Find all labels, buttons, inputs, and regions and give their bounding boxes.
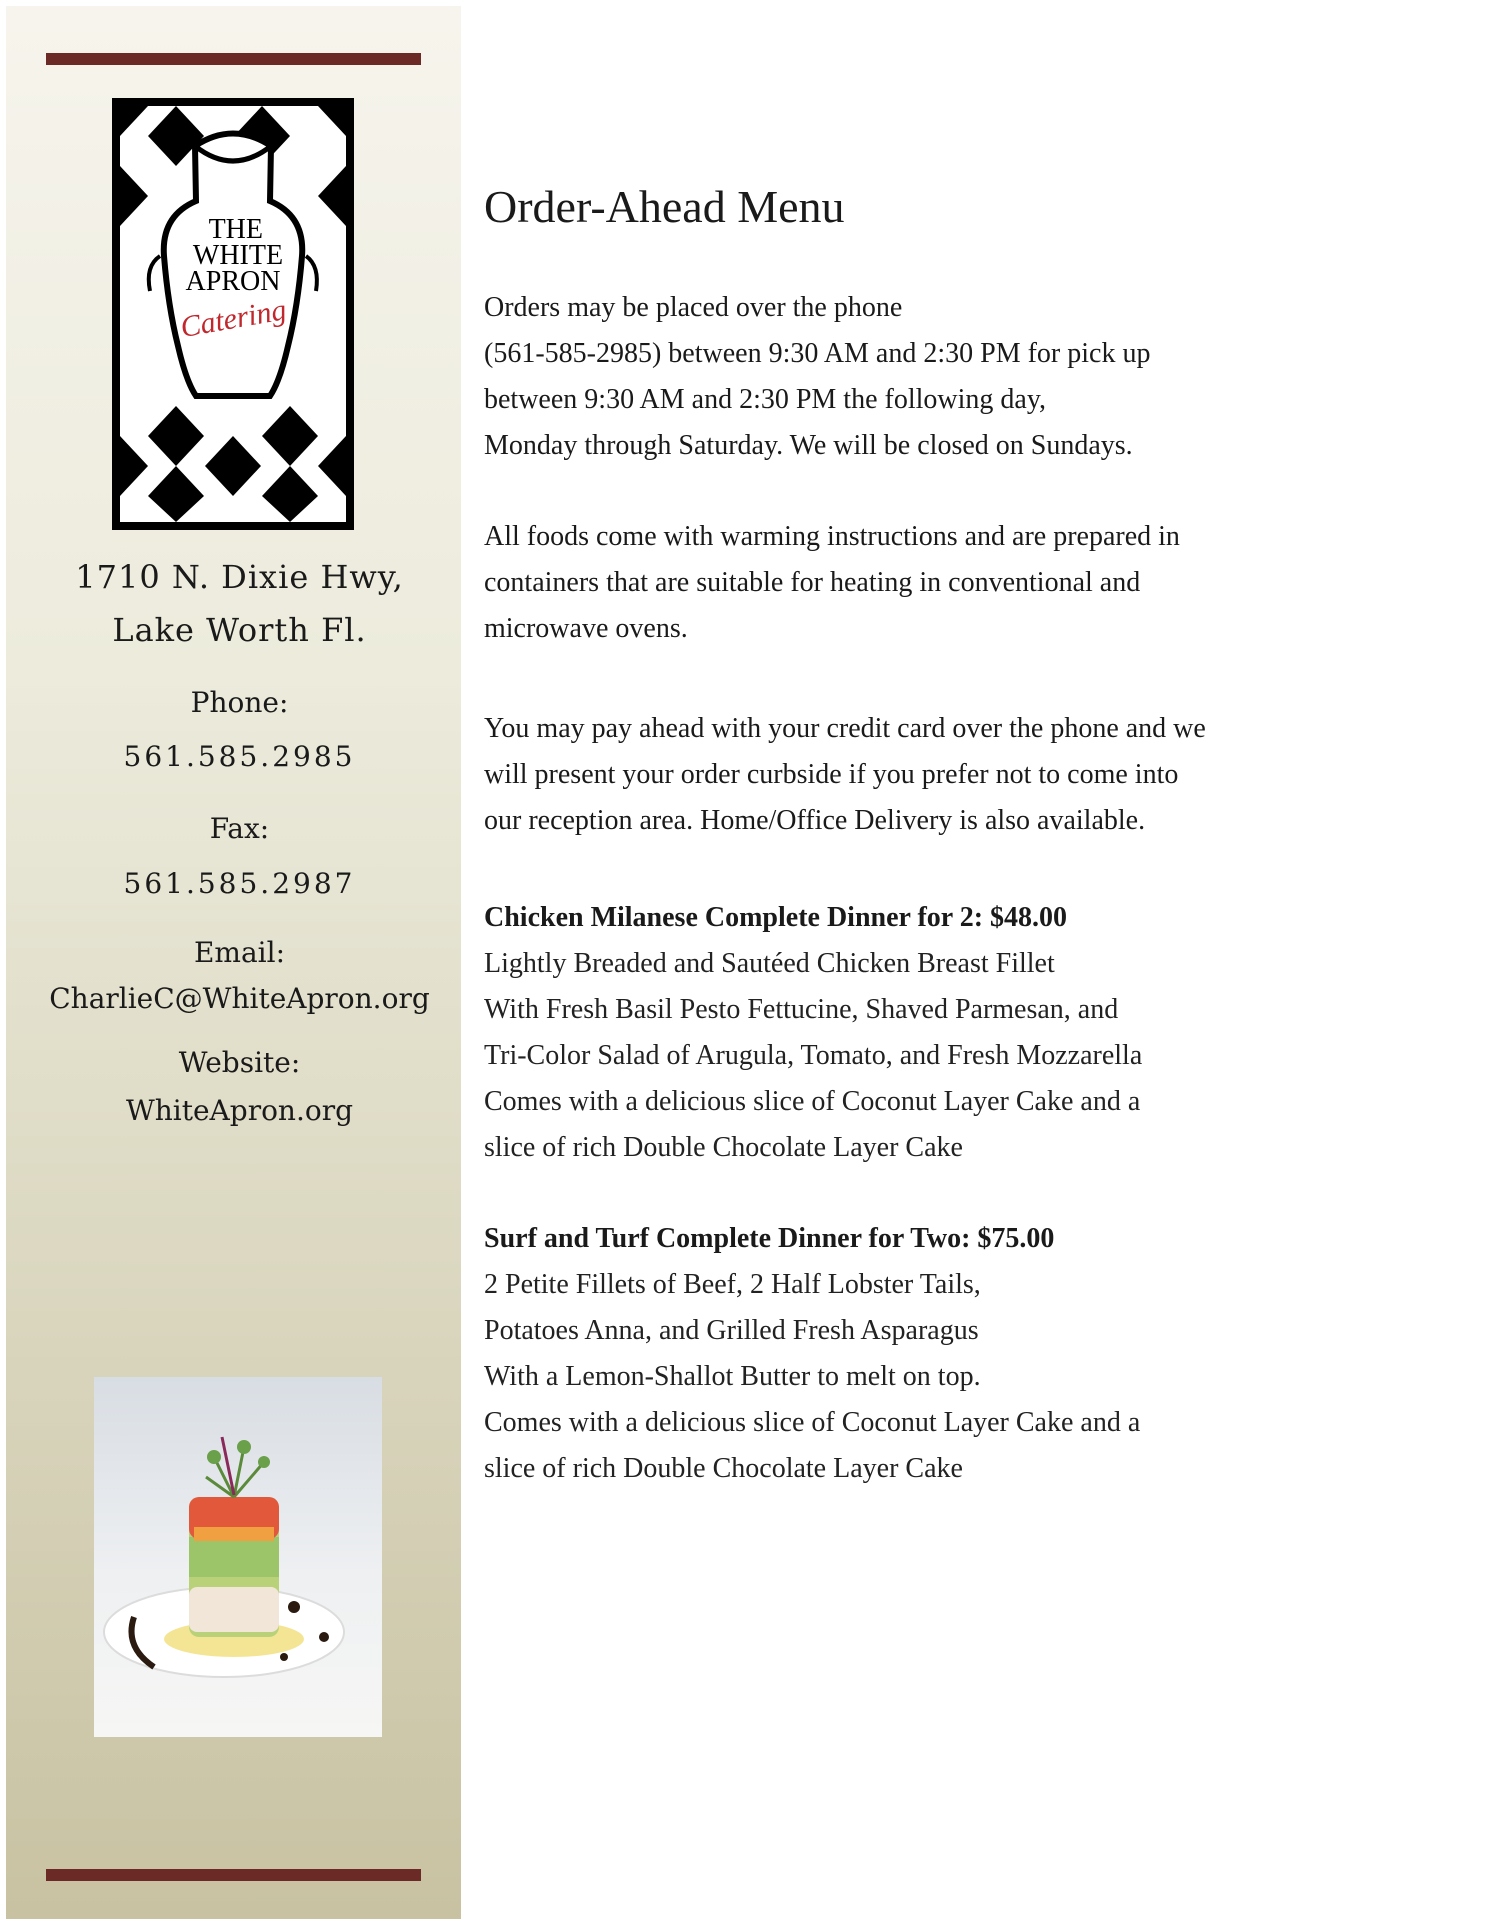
menu-item-heading: Surf and Turf Complete Dinner for Two: $75.00 [484,1223,1055,1254]
fax-label: Fax: [209,812,270,845]
payment-line: You may pay ahead with your credit card over the phone and we [484,713,1206,744]
phone-number[interactable]: 561.585.2985 [123,740,356,773]
warming-line: microwave ovens. [484,613,688,644]
menu-item-line: slice of rich Double Chocolate Layer Cake [484,1132,963,1163]
menu-item-line: Tri-Color Salad of Arugula, Tomato, and Fresh Mozzarella [484,1040,1143,1071]
logo-line-white: WHITE [192,240,284,271]
address-line-2: Lake Worth Fl. [112,611,367,649]
bottom-rule [46,1869,421,1881]
white-apron-logo [112,98,354,530]
payment-line: will present your order curbside if you prefer not to come into [484,759,1179,790]
menu-item-line: Comes with a delicious slice of Coconut Layer Cake and a [484,1086,1141,1117]
email-link[interactable]: CharlieC@WhiteApron.org [49,982,430,1015]
menu-item-line: slice of rich Double Chocolate Layer Cake [484,1453,963,1484]
food-photo [94,1377,382,1737]
intro-line: between 9:30 AM and 2:30 PM the following day, [484,384,1047,415]
website-link[interactable]: WhiteApron.org [125,1094,354,1127]
website-label: Website: [178,1046,301,1079]
page-title: Order-Ahead Menu [484,181,845,232]
intro-line: (561-585-2985) between 9:30 AM and 2:30 PM for pick up [484,338,1151,369]
email-label: Email: [193,936,286,969]
fax-number: 561.585.2987 [123,867,356,900]
logo-line-the: THE [208,214,263,245]
logo-script-catering: Catering [177,293,289,345]
menu-item-line: With Fresh Basil Pesto Fettucine, Shaved Parmesan, and [484,994,1119,1025]
menu-item-heading: Chicken Milanese Complete Dinner for 2: $48.00 [484,902,1068,933]
payment-line: our reception area. Home/Office Delivery is also available. [484,805,1146,836]
phone-label: Phone: [190,686,289,719]
menu-item-line: Potatoes Anna, and Grilled Fresh Asparagus [484,1315,979,1346]
warming-line: All foods come with warming instructions and are prepared in [484,521,1180,552]
address-line-1: 1710 N. Dixie Hwy, [75,558,404,596]
sidebar [6,6,461,1919]
menu-item-line: 2 Petite Fillets of Beef, 2 Half Lobster Tails, [484,1269,981,1300]
top-rule [46,53,421,65]
intro-line: Monday through Saturday. We will be closed on Sundays. [484,430,1133,461]
intro-line: Orders may be placed over the phone [484,292,903,323]
menu-item-line: Lightly Breaded and Sautéed Chicken Breast Fillet [484,948,1055,979]
menu-item-line: With a Lemon-Shallot Butter to melt on top. [484,1361,981,1392]
logo-line-apron: APRON [185,266,281,297]
menu-item-line: Comes with a delicious slice of Coconut Layer Cake and a [484,1407,1141,1438]
warming-line: containers that are suitable for heating in conventional and [484,567,1141,598]
